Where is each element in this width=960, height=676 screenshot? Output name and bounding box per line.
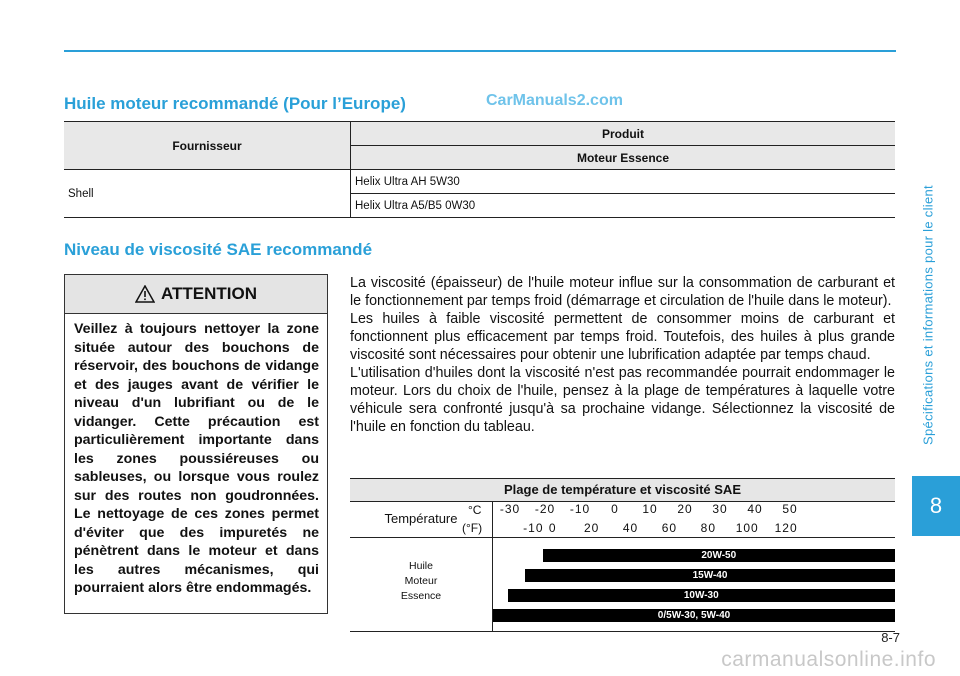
tick-fahrenheit: 60 (661, 521, 678, 535)
sae-heading: Niveau de viscosité SAE recommandé (64, 240, 373, 259)
temperature-label: Température (384, 511, 458, 526)
tick-fahrenheit: 0 (548, 521, 557, 535)
tick-fahrenheit: 80 (700, 521, 717, 535)
paragraph: L'utilisation d'huiles dont la viscosité n'est pas recommandée pourrait endommager le moteur. Lors du choix de l'huile, pensez à la plage de températures à laquelle votre véhicule sera confronté jusqu'à sa prochaine vidange. Sélectionnez la viscosité de l'huile en fonction du tableau. (350, 365, 895, 435)
unit-fahrenheit: (°F) (462, 521, 483, 535)
tick-fahrenheit: 20 (583, 521, 600, 535)
engine-label-line: Moteur (404, 575, 438, 587)
tick-fahrenheit: 40 (622, 521, 639, 535)
attention-title: ATTENTION (160, 284, 257, 303)
tick-celsius: 50 (782, 502, 798, 516)
viscosity-bar: 15W-40 (525, 569, 895, 582)
warning-icon (135, 285, 155, 303)
viscosity-bar: 10W-30 (508, 589, 896, 602)
paragraph: La viscosité (épaisseur) de l'huile moteur influe sur la consommation de carburant et le fonctionnement par temps froid (démarrage et circulation de l'huile dans le moteur). (350, 275, 895, 309)
tick-celsius: 20 (677, 502, 693, 516)
tick-celsius: -30 (499, 502, 521, 516)
page-number: 8-7 (881, 630, 900, 645)
paragraph: Les huiles à faible viscosité permettent de consommer moins de carburant et fonctionnent plus efficacement par temps froid. Toutefois, des huiles à plus grande viscosité sont nécessaires pour obtenir une lubrification adaptée par temps chaud. (350, 311, 895, 363)
tick-celsius: 0 (611, 502, 619, 516)
viscosity-bar: 0/5W-30, 5W-40 (493, 609, 895, 622)
attention-body (65, 314, 327, 598)
tick-celsius: -20 (534, 502, 556, 516)
sidebar-title-text: Spécifications et informations pour le client (920, 185, 936, 445)
viscosity-table-title: Plage de température et viscosité SAE (350, 479, 895, 502)
top-rule (64, 50, 896, 52)
viscosity-bar: 20W-50 (543, 549, 896, 562)
sidebar-chapter-title (905, 150, 951, 480)
engine-label (350, 559, 492, 604)
footer-watermark: carmanualsonline.info (721, 648, 936, 671)
supplier-cell: Shell (64, 170, 351, 218)
col-supplier: Fournisseur (64, 122, 351, 170)
product-cell: Helix Ultra A5/B5 0W30 (351, 194, 896, 218)
oil-heading: Huile moteur recommandé (Pour l’Europe) (64, 94, 406, 113)
tick-celsius: 40 (747, 502, 763, 516)
col-product: Produit (351, 122, 896, 146)
tick-celsius: 10 (642, 502, 658, 516)
col-engine: Moteur Essence (351, 146, 896, 170)
engine-label-line: Huile (409, 560, 433, 572)
watermark-top: CarManuals2.com (486, 92, 623, 109)
tick-celsius: -10 (569, 502, 591, 516)
tick-celsius: 30 (712, 502, 728, 516)
viscosity-description (350, 274, 895, 436)
chapter-tab: 8 (912, 476, 960, 536)
tick-fahrenheit: -10 (523, 521, 544, 535)
oil-table (64, 121, 895, 218)
engine-label-line: Essence (400, 590, 442, 602)
attention-text: Veillez à toujours nettoyer la zone située autour des bouchons de réservoir, des bouchons de vidange et des jauges avant de vérifier le niveau d'un lubrifiant ou de le vidanger. Cette précaution est particulièrement importante dans les zones poussiéreuses ou sableuses, ou lorsque vous roulez sur des routes non goudronnées. Le nettoyage de ces zones permet d'éviter que des impuretés ne pénètrent dans le moteur et dans les autres mécanismes, qui pourraient alors être endommagés. (74, 321, 319, 596)
viscosity-table (350, 478, 895, 632)
unit-celsius: °C (468, 503, 482, 517)
tick-fahrenheit: 120 (774, 521, 798, 535)
attention-header (65, 275, 327, 314)
row-divider (350, 537, 895, 538)
product-cell: Helix Ultra AH 5W30 (351, 170, 896, 194)
attention-box (64, 274, 328, 614)
tick-fahrenheit: 100 (735, 521, 759, 535)
